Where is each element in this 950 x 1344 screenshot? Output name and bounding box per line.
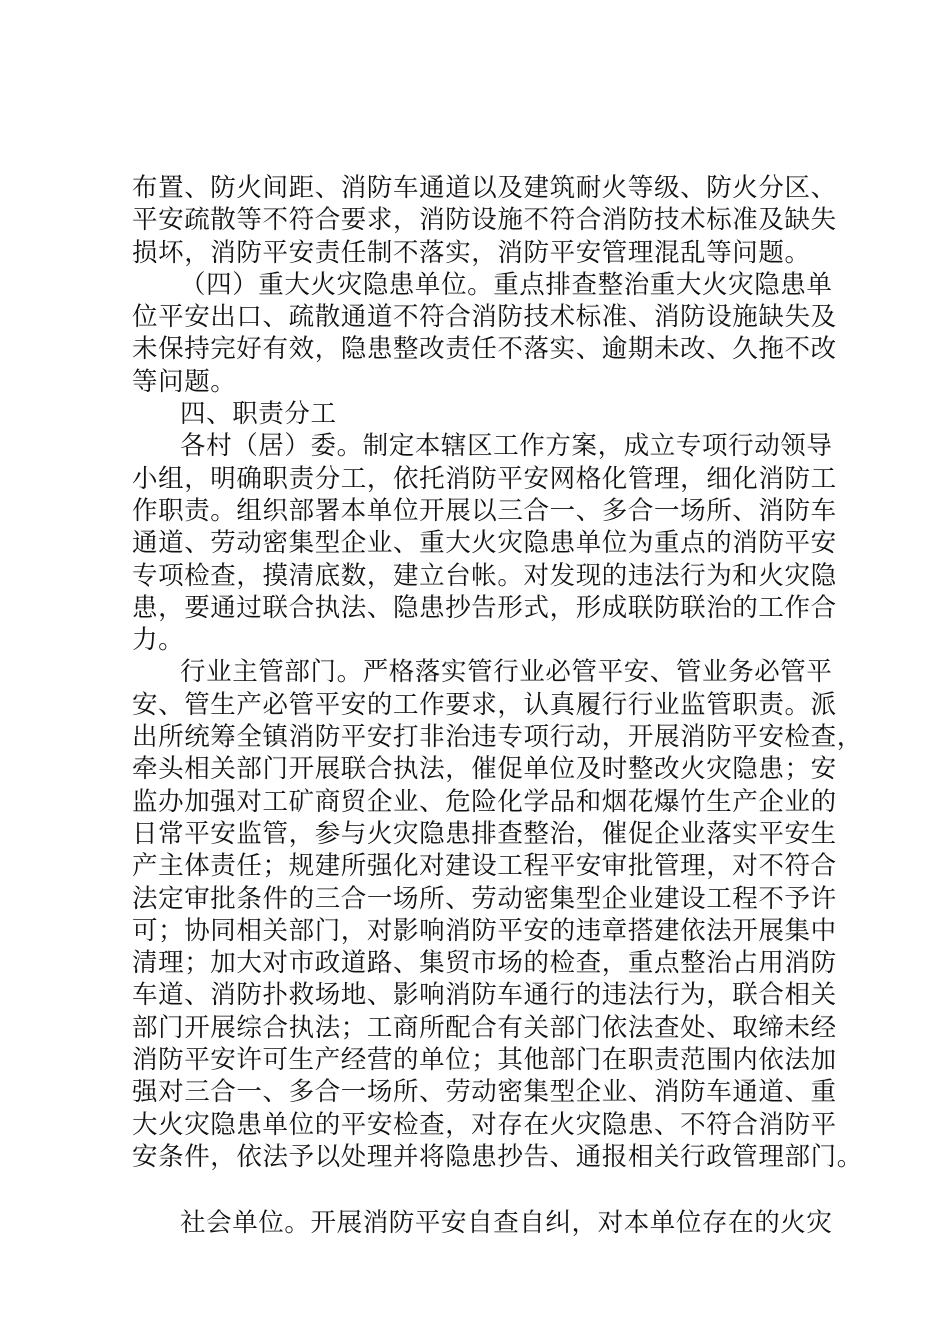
- text-line: 通道、劳动密集型企业、重大火灾隐患单位为重点的消防平安: [132, 528, 837, 559]
- body-text: [132, 172, 863, 1240]
- text-line: 作职责。组织部署本单位开展以三合一、多合一场所、消防车: [132, 495, 837, 526]
- text-line: 部门开展综合执法；工商所配合有关部门依法查处、取缔未经: [132, 1012, 837, 1043]
- section-heading: 四、职责分工: [180, 399, 337, 430]
- text-line: 未保持完好有效，隐患整改责任不落实、逾期未改、久拖不改: [132, 334, 837, 365]
- text-line: 力。: [132, 625, 185, 656]
- paragraph-start-line: 社会单位。开展消防平安自查自纠，对本单位存在的火灾: [180, 1208, 833, 1239]
- text-line: 安条件，依法予以处理并将隐患抄告、通报相关行政管理部门。: [132, 1141, 863, 1172]
- text-line: 牵头相关部门开展联合执法，催促单位及时整改火灾隐患；安: [132, 754, 837, 785]
- text-line: 出所统筹全镇消防平安打非治违专项行动，开展消防平安检查，: [132, 722, 863, 753]
- text-line: 位平安出口、疏散通道不符合消防技术标准、消防设施缺失及: [132, 302, 837, 333]
- text-line: 小组，明确职责分工，依托消防平安网格化管理，细化消防工: [132, 463, 837, 494]
- text-line: 消防平安许可生产经营的单位；其他部门在职责范围内依法加: [132, 1045, 837, 1076]
- text-line: 平安疏散等不符合要求，消防设施不符合消防技术标准及缺失: [132, 205, 837, 236]
- text-line: 可；协同相关部门，对影响消防平安的违章搭建依法开展集中: [132, 915, 837, 946]
- paragraph-start-line: （四）重大火灾隐患单位。重点排查整治重大火灾隐患单: [180, 269, 833, 300]
- text-line: 损坏，消防平安责任制不落实，消防平安管理混乱等问题。: [132, 237, 811, 268]
- text-line: 强对三合一、多合一场所、劳动密集型企业、消防车通道、重: [132, 1077, 837, 1108]
- text-line: 大火灾隐患单位的平安检查，对存在火灾隐患、不符合消防平: [132, 1109, 837, 1140]
- paragraph-start-line: 各村（居）委。制定本辖区工作方案，成立专项行动领导: [180, 431, 833, 462]
- text-line: 布置、防火间距、消防车通道以及建筑耐火等级、防火分区、: [132, 173, 837, 203]
- paragraph-start-line: 行业主管部门。严格落实管行业必管平安、管业务必管平: [180, 657, 833, 688]
- text-line: 等问题。: [132, 366, 237, 397]
- text-line: 法定审批条件的三合一场所、劳动密集型企业建设工程不予许: [132, 883, 837, 914]
- text-line: 监办加强对工矿商贸企业、危险化学品和烟花爆竹生产企业的: [132, 786, 837, 817]
- text-line: 专项检查，摸清底数，建立台帐。对发现的违法行为和火灾隐: [132, 560, 837, 591]
- text-line: 清理；加大对市政道路、集贸市场的检查，重点整治占用消防: [132, 948, 837, 979]
- text-line: 车道、消防扑救场地、影响消防车通行的违法行为，联合相关: [132, 980, 837, 1011]
- text-line: 产主体责任；规建所强化对建设工程平安审批管理，对不符合: [132, 851, 837, 882]
- text-line: 患，要通过联合执法、隐患抄告形式，形成联防联治的工作合: [132, 592, 837, 623]
- text-line: 日常平安监管，参与火灾隐患排查整治，催促企业落实平安生: [132, 818, 837, 849]
- text-line: 安、管生产必管平安的工作要求，认真履行行业监管职责。派: [132, 689, 837, 720]
- paragraph-gap: [132, 1173, 832, 1207]
